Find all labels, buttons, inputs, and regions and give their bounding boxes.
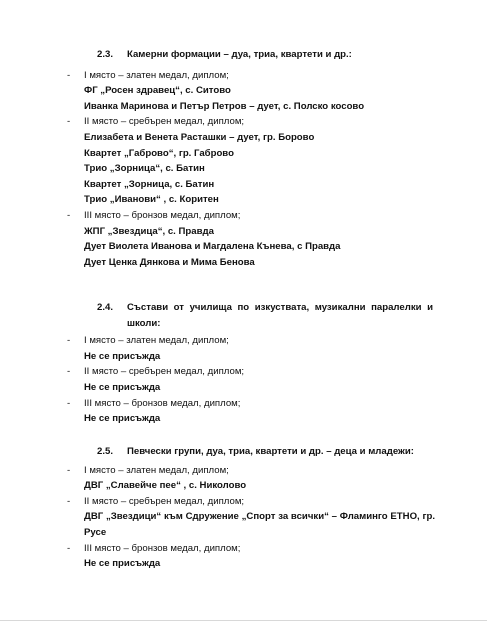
- place-label: III място – бронзов медал, диплом;: [84, 209, 241, 221]
- winner-name: Трио „Иванови“ , с. Коритен: [84, 194, 219, 206]
- place-label: III място – бронзов медал, диплом;: [84, 397, 241, 409]
- section-2-4: [0, 300, 487, 427]
- winner-name: Трио „Зорница“, с. Батин: [84, 163, 205, 175]
- list-dash-icon: -: [67, 335, 71, 347]
- winner-name: Не се присъжда: [84, 381, 161, 393]
- section-title: Певчески групи, дуа, триа, квартети и др. – деца и младежи:: [127, 446, 414, 457]
- winner-name: Квартет „Габрово“, гр. Габрово: [84, 147, 234, 159]
- winner-name: Елизабета и Венета Расташки – дует, гр. Борово: [84, 131, 315, 143]
- page-bottom-edge: [0, 620, 487, 621]
- section-heading: [0, 444, 487, 460]
- section-number: 2.5.: [97, 446, 114, 457]
- winner-name: ДВГ „Звездици“ към Сдружение „Спорт за всички“ – Фламинго ЕТНО, гр. Русе: [84, 511, 435, 538]
- section-title: Състави от училища по изкуствата, музикални паралелки и школи:: [127, 302, 433, 329]
- list-dash-icon: -: [67, 464, 71, 476]
- place-item: [0, 114, 487, 130]
- place-label: I място – златен медал, диплом;: [84, 69, 229, 81]
- list-dash-icon: -: [67, 69, 71, 81]
- winner-name: Иванка Маринова и Петър Петров – дует, с. Полско косово: [84, 100, 365, 112]
- winner-name: Квартет „Зорница, с. Батин: [84, 178, 215, 190]
- place-label: I място – златен медал, диплом;: [84, 464, 229, 476]
- list-dash-icon: -: [67, 397, 71, 409]
- winner-name: Не се присъжда: [84, 558, 161, 570]
- winner-name: ЖПГ „Звездица“, с. Правда: [84, 225, 214, 237]
- place-item: [0, 68, 487, 84]
- section-title: Камерни формации – дуа, триа, квартети и др.:: [127, 49, 352, 60]
- place-item: [0, 208, 487, 224]
- list-dash-icon: -: [67, 209, 71, 221]
- section-2-3: [0, 47, 487, 270]
- section-heading: [0, 300, 487, 331]
- winner-name: Не се присъжда: [84, 350, 161, 362]
- winner-name: Не се присъжда: [84, 413, 161, 425]
- section-2-5: [0, 444, 487, 572]
- place-item: [0, 494, 487, 510]
- place-item: [0, 364, 487, 380]
- place-label: III място – бронзов медал, диплом;: [84, 542, 241, 554]
- winner-name: Дует Виолета Иванова и Магдалена Кънева, с Правда: [84, 241, 341, 253]
- section-number: 2.4.: [97, 302, 114, 313]
- place-item: [0, 333, 487, 349]
- list-dash-icon: -: [67, 495, 71, 507]
- place-item: [0, 463, 487, 479]
- list-dash-icon: -: [67, 366, 71, 378]
- place-item: [0, 396, 487, 412]
- place-label: II място – сребърен медал, диплом;: [84, 495, 245, 507]
- list-dash-icon: -: [67, 116, 71, 128]
- winner-name: ДВГ „Славейче пее“ , с. Николово: [84, 480, 247, 492]
- place-label: I място – златен медал, диплом;: [84, 335, 229, 347]
- winner-name: Дует Ценка Дянкова и Мима Бенова: [84, 256, 255, 268]
- winner-name: ФГ „Росен здравец“, с. Ситово: [84, 85, 231, 97]
- place-label: II място – сребърен медал, диплом;: [84, 116, 245, 128]
- list-dash-icon: -: [67, 542, 71, 554]
- place-item: [0, 541, 487, 557]
- section-number: 2.3.: [97, 49, 114, 60]
- section-heading: [0, 47, 487, 63]
- place-label: II място – сребърен медал, диплом;: [84, 366, 245, 378]
